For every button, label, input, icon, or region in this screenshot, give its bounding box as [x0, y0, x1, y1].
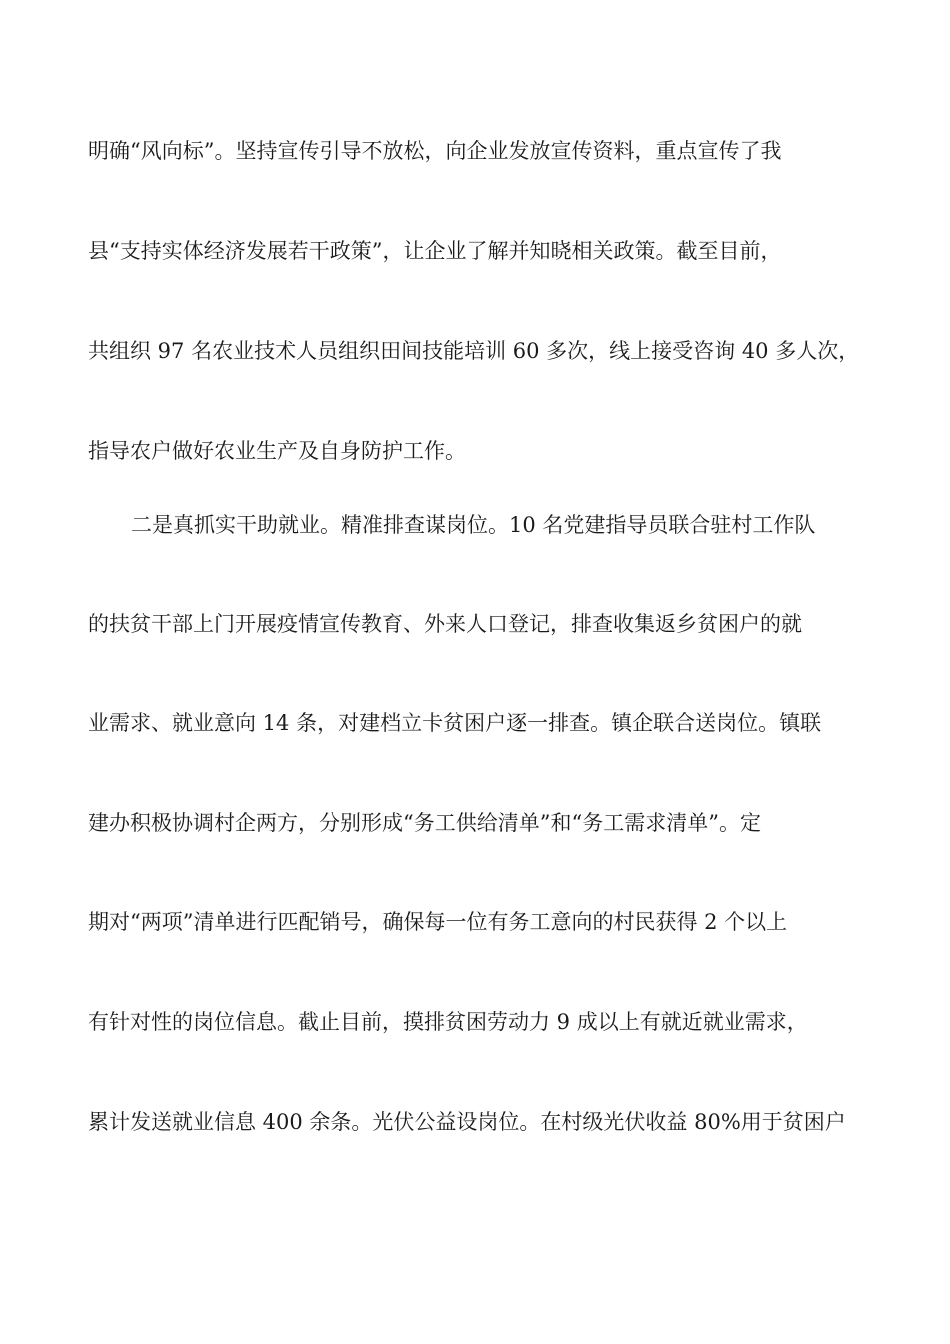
paragraph-line: 县“支持实体经济发展若干政策”，让企业了解并知晓相关政策。截至目前，: [88, 239, 782, 263]
paragraph-line: 共组织 97 名农业技术人员组织田间技能培训 60 多次，线上接受咨询 40 多人次，: [88, 339, 860, 363]
paragraph-line: 二是真抓实干助就业。精准排查谋岗位。10 名党建指导员联合驻村工作队: [131, 513, 816, 537]
paragraph-line: 有针对性的岗位信息。截止目前，摸排贫困劳动力 9 成以上有就近就业需求，: [88, 1010, 808, 1034]
paragraph-line: 建办积极协调村企两方，分别形成“务工供给清单”和“务工需求清单”。定: [88, 811, 761, 835]
paragraph-line: 指导农户做好农业生产及自身防护工作。: [88, 439, 466, 463]
paragraph-line: 业需求、就业意向 14 条，对建档立卡贫困户逐一排查。镇企联合送岗位。镇联: [88, 711, 822, 735]
paragraph-line: 明确“风向标”。坚持宣传引导不放松，向企业发放宣传资料，重点宣传了我: [88, 139, 782, 163]
paragraph-line: 累计发送就业信息 400 余条。光伏公益设岗位。在村级光伏收益 80%用于贫困户: [88, 1110, 846, 1134]
paragraph-line: 期对“两项”清单进行匹配销号，确保每一位有务工意向的村民获得 2 个以上: [88, 910, 788, 934]
paragraph-line: 的扶贫干部上门开展疫情宣传教育、外来人口登记，排查收集返乡贫困户的就: [88, 612, 802, 636]
